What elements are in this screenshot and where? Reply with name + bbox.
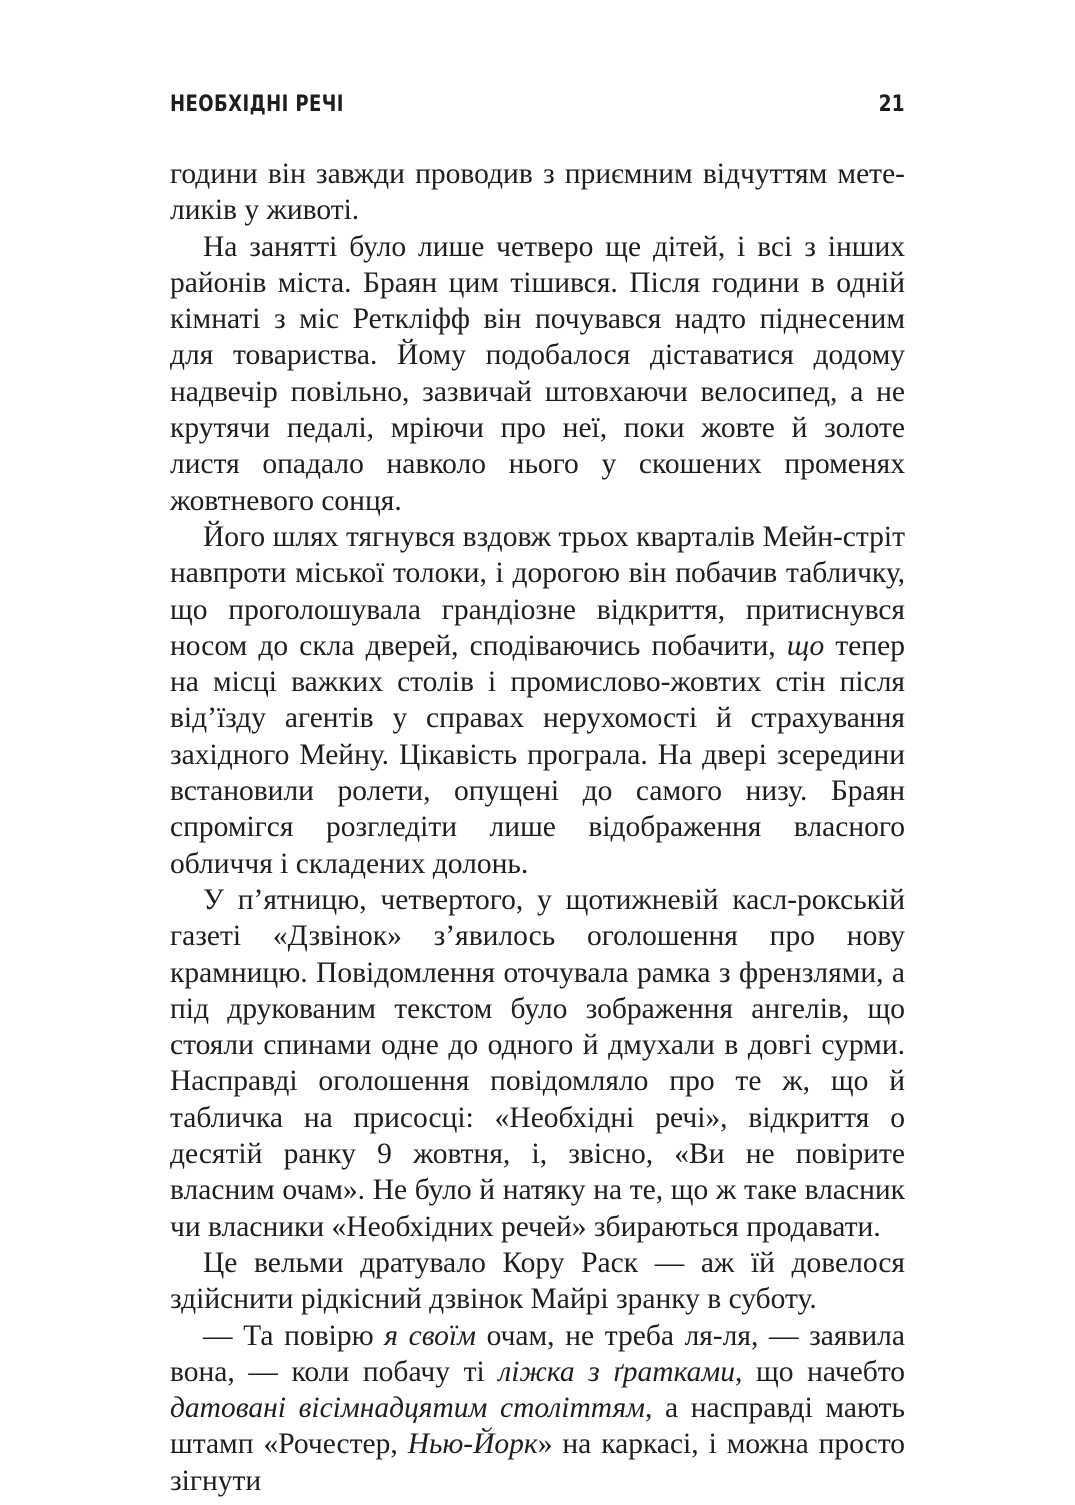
text-run: Це вельми дратувало Кору Раск — аж їй довелося здійснити рідкісний дзвінок Майрі зранку в суботу. [170,1246,905,1316]
text-run: » на каркасі, і можна просто зігнути [170,1428,906,1497]
text-run: , а насправді мають штамп «Рочестер, [170,1392,905,1461]
text-run: години він завжди проводив з приємним відчуттям метеликів у животі. [170,158,905,227]
page-header [170,92,905,126]
text-run: — Та повірю [203,1319,385,1352]
body-text [170,156,905,1499]
italic-run: ліжка з ґратками [498,1355,735,1388]
running-head: НЕОБХІДНІ РЕЧІ [170,92,344,117]
text-run: , що начебто [734,1355,906,1388]
paragraph [170,519,905,882]
paragraph [170,229,905,519]
text-run: У п’ятницю, четвертого, у щотижневій касл-рокській газеті «Дзвінок» з’явилось оголошення про нову крамницю. Повідомлення оточувала рамка з френзлями, а під друкованим текстом було зображення ангелів, що стояли спинами одне до одного й дмухали в довгі сурми. Насправді оголошення повідомляло про те ж, що й табличка на присосці: «Необхідні речі», відкриття о десятій ранку 9 жовтня, і, звісно, «Ви не повірите власним очам». Не було й натяку на те, що ж таке власник чи власники «Необхідних речей» збираються продавати. [170,883,905,1243]
text-run: тепер на місці важких столів і промислово-жовтих стін після від’їзду агентів у справах нерухомості й страхування західного Мейну. Цікавість програла. На двері зсередини встановили ролети, опущені до самого низу. Браян спромігся розгледіти лише відображення власного обличчя і складених долонь. [170,629,905,880]
text-run: На занятті було лише четверо ще дітей, і всі з інших районів міста. Браян цим тішився. Після години в одній кімнаті з міс Реткліфф він почувався надто піднесеним для товариства. Йому подобалося діставатися додому надвечір повільно, зазвичай штовхаючи велосипед, а не крутячи педалі, мріючи про неї, поки жовте й золоте листя опадало навколо нього у скошених променях жовтневого сонця. [170,230,905,517]
italic-run: що [786,629,825,662]
text-run: Його шлях тягнувся вздовж трьох кварталів Мейн-стріт навпроти міської толоки, і дорогою він побачив табличку, що проголошувала грандіозне відкриття, притиснувся носом до скла дверей, сподіваючись побачити, [170,520,905,662]
paragraph [170,1245,905,1318]
italic-run: датовані вісімнадцятим століттям [170,1392,645,1425]
page-number: 21 [878,92,905,117]
paragraph [170,1318,905,1499]
italic-run: я своїм [384,1319,476,1352]
italic-run: Нью-Йорк [407,1428,538,1461]
paragraph [170,882,905,1245]
text-run: очам, не треба ля-ля, — заявила вона, — коли побачу ті [170,1319,905,1388]
paragraph [170,156,905,229]
